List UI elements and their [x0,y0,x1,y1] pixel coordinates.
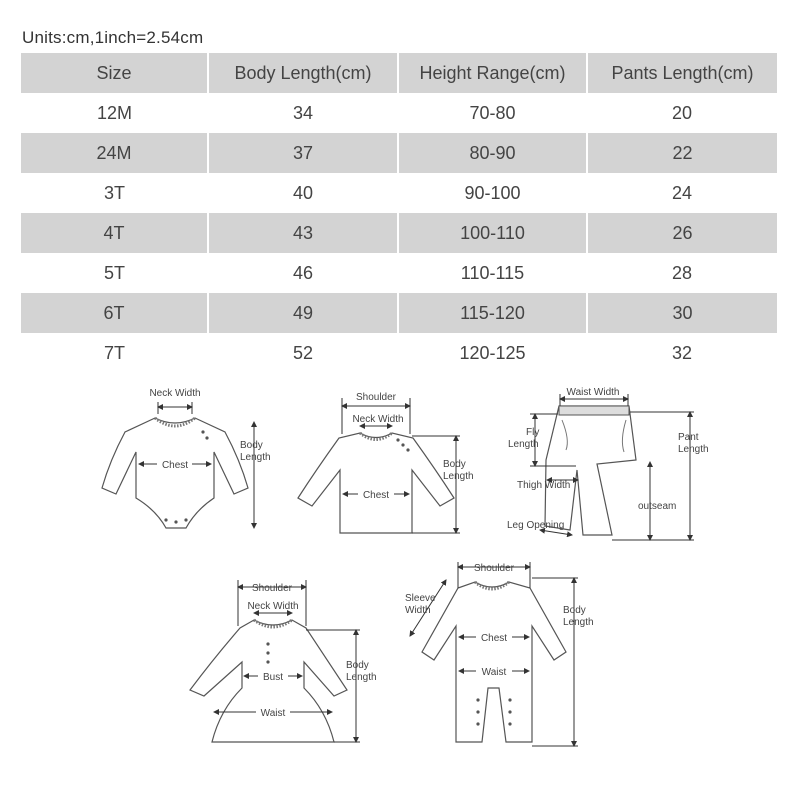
cell-body-length: 49 [208,293,398,333]
label-chest: Chest [480,633,508,644]
cell-pants-length: 24 [671,182,693,203]
label-neck-width: Neck Width [247,601,299,612]
cell-size: 5T [103,262,125,283]
cell-height-range: 90-100 [464,182,521,203]
label-body-length-1: Body [563,605,586,616]
label-neck-width: Neck Width [352,414,404,425]
cell-height-range: 80-90 [398,133,587,173]
label-pant-length-1: Pant [678,432,699,443]
cell-pants-length: 28 [671,262,693,283]
table-row [21,93,777,133]
label-bust: Bust [262,672,284,683]
label-sleeve-1: Sleeve [405,593,436,604]
cell-height-range: 110-115 [460,262,525,283]
label-thigh-width: Thigh Width [517,480,571,491]
dress-diagram [190,580,377,742]
label-shoulder: Shoulder [251,583,293,594]
cell-pants-length: 30 [587,293,777,333]
cell-size: 3T [103,182,125,203]
cell-size: 4T [21,213,208,253]
column-header-size: Size [21,53,208,93]
label-body-length-1: Body [240,440,263,451]
cell-pants-length: 26 [587,213,777,253]
label-waist: Waist [481,667,507,678]
label-shoulder: Shoulder [355,392,397,403]
label-leg-opening: Leg Opening [507,520,565,531]
cell-size: 12M [96,102,132,123]
cell-body-length: 37 [208,133,398,173]
table-row [21,133,777,173]
column-header-height-range: Height Range(cm) [398,53,587,93]
top-diagram [298,392,474,533]
label-chest: Chest [362,490,390,501]
cell-size: 6T [21,293,208,333]
cell-size: 24M [21,133,208,173]
romper-diagram [405,562,594,746]
cell-body-length: 43 [208,213,398,253]
cell-body-length: 40 [292,182,314,203]
label-body-length-2: Length [443,471,474,482]
label-body-length-2: Length [240,452,271,463]
label-body-length-2: Length [346,672,377,683]
label-outseam: outseam [638,501,677,512]
label-body-length-1: Body [443,459,466,470]
cell-pants-length: 20 [671,102,693,123]
cell-height-range: 120-125 [459,342,526,363]
cell-body-length: 46 [292,262,314,283]
cell-size: 7T [103,342,125,363]
label-fly-1: Fly [526,427,540,438]
table-row [21,173,777,213]
label-shoulder: Shoulder [473,563,515,574]
label-waist: Waist [260,708,286,719]
label-body-length-2: Length [563,617,594,628]
cell-height-range: 70-80 [469,102,516,123]
table-row [21,213,777,253]
cell-pants-length: 22 [587,133,777,173]
label-sleeve-2: Width [405,605,431,616]
label-chest: Chest [161,460,189,471]
cell-height-range: 115-120 [398,293,587,333]
label-waist-width: Waist Width [566,387,620,398]
column-header-pants-length: Pants Length(cm) [587,53,777,93]
column-header-body-length: Body Length(cm) [208,53,398,93]
size-chart-table [21,53,777,373]
label-neck-width: Neck Width [149,388,201,399]
cell-body-length: 52 [292,342,314,363]
cell-body-length: 34 [292,102,314,123]
table-header-row [21,53,777,93]
label-fly-2: Length [508,439,539,450]
table-row [21,293,777,333]
label-body-length-1: Body [346,660,369,671]
label-pant-length-2: Length [678,444,709,455]
units-note: Units:cm,1inch=2.54cm [22,28,204,47]
bodysuit-diagram [102,388,271,528]
measurement-diagrams [0,370,800,800]
cell-height-range: 100-110 [398,213,587,253]
pants-diagram [507,387,709,540]
table-row [21,333,777,373]
table-row [21,253,777,293]
cell-pants-length: 32 [671,342,693,363]
